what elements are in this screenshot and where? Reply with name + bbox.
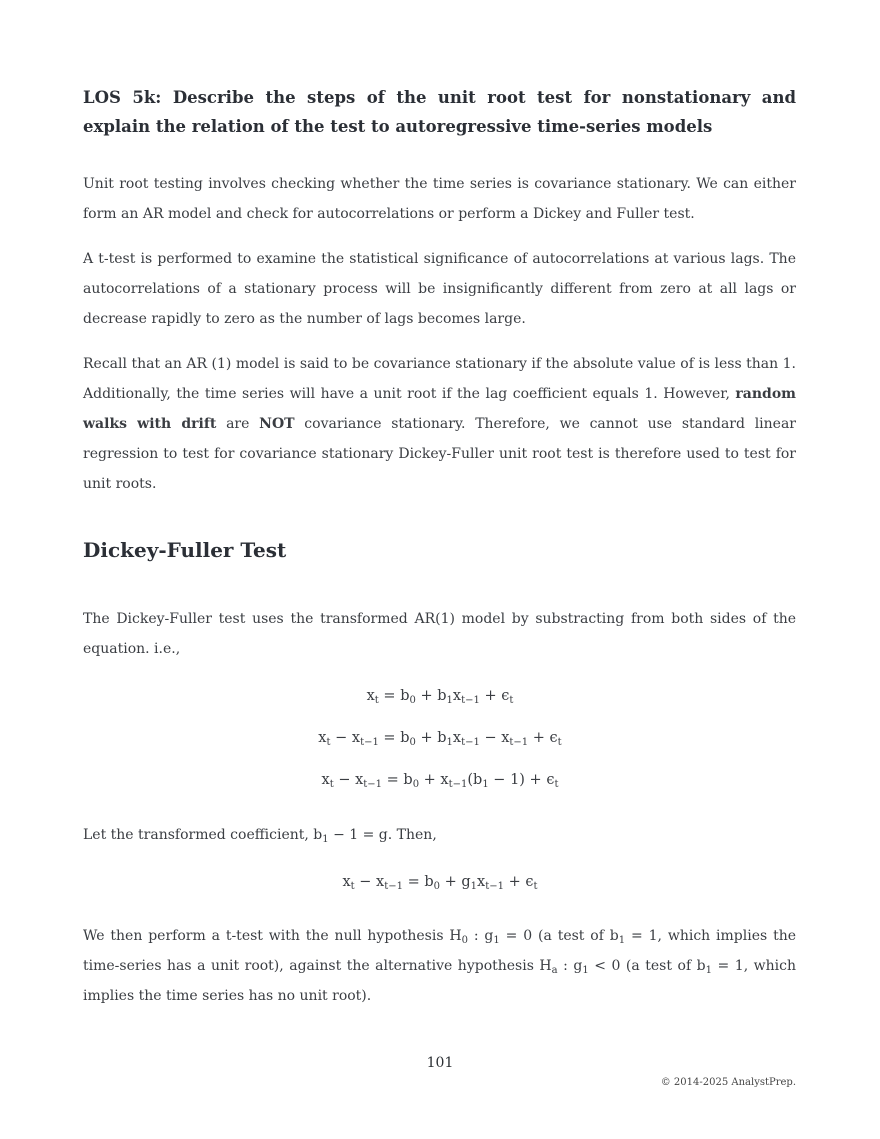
para3-bold-not: NOT (259, 416, 295, 432)
para6-t2: : g (467, 928, 494, 944)
copyright-notice: © 2014-2025 AnalystPrep. (660, 1077, 796, 1088)
para5-text: Let the transformed coefficient, b (83, 827, 323, 843)
para6-t5: : g (557, 958, 583, 974)
para6-t6: < 0 (a test of b (588, 958, 706, 974)
para6-t3: = 0 (a test of b (499, 928, 619, 944)
los-heading: LOS 5k: Describe the steps of the unit root test for nonstationary and explain the relation of the test to autoregressive time-series models (83, 88, 796, 136)
paragraph-dickey-fuller: The Dickey-Fuller test uses the transformed AR(1) model by substracting from both sides of the equation. i.e., (83, 611, 796, 657)
para6-s1: 0 (461, 935, 468, 946)
para6-t4: = 1, which implies the time-series has a unit root), against the alternative hypothesis H (83, 928, 796, 974)
para6-s5: 1 (582, 965, 589, 976)
paragraph-transformed-coefficient (83, 820, 796, 850)
paragraph-hypothesis (83, 921, 796, 1011)
page-number: 101 (426, 1055, 454, 1071)
para3-bold-random-walks: random walks with drift (83, 386, 796, 432)
para6-s3: 1 (618, 935, 626, 946)
para3-text-1: Recall that an AR (1) model is said to be covariance stationary if the absolute value of is less than 1. Additionally, the time series will have a unit root if the lag coefficient equals 1. However, (83, 356, 796, 402)
paragraph-unit-root-intro: Unit root testing involves checking whether the time series is covariance stationary. We can either form an AR model and check for autocorrelations or perform a Dickey and Fuller test. (83, 176, 796, 222)
para6-s4: a (551, 965, 558, 976)
para3-text-2: are (216, 416, 260, 432)
para5-sub: 1 (322, 834, 329, 845)
paragraph-random-walk (83, 349, 796, 499)
para6-t1: We then perform a t-test with the null hypothesis H (83, 928, 462, 944)
para6-s6: 1 (705, 965, 712, 976)
equation-transformed: $x_t - x_{t-1} = b_0 + g_1x_{t-1} + \epsilon_t$ (342, 874, 538, 892)
equation-subtract-lag: $x_t - x_{t-1} = b_0 + b_1x_{t-1} - x_{t-1} + \epsilon_t$ (318, 730, 562, 748)
section-heading-dickey-fuller: Dickey-Fuller Test (83, 538, 287, 562)
equation-factored: $x_t - x_{t-1} = b_0 + x_{t-1}(b_1 - 1) + \epsilon_t$ (321, 772, 559, 790)
para6-t7: = 1, which implies the time series has no unit root). (83, 958, 796, 1004)
para3-text-3: covariance stationary. Therefore, we cannot use standard linear regression to test for covariance stationary Dickey-Fuller unit root test is therefore used to test for unit roots. (83, 416, 796, 492)
para5-rest: − 1 = g. Then, (328, 827, 437, 843)
para6-s2: 1 (493, 935, 500, 946)
equation-ar1: $x_t = b_0 + b_1x_{t-1} + \epsilon_t$ (366, 688, 514, 706)
paragraph-t-test: A t-test is performed to examine the statistical significance of autocorrelations at various lags. The autocorrelations of a stationary process will be insignificantly different from zero at all lags or decrease rapidly to zero as the number of lags becomes large. (83, 251, 796, 327)
